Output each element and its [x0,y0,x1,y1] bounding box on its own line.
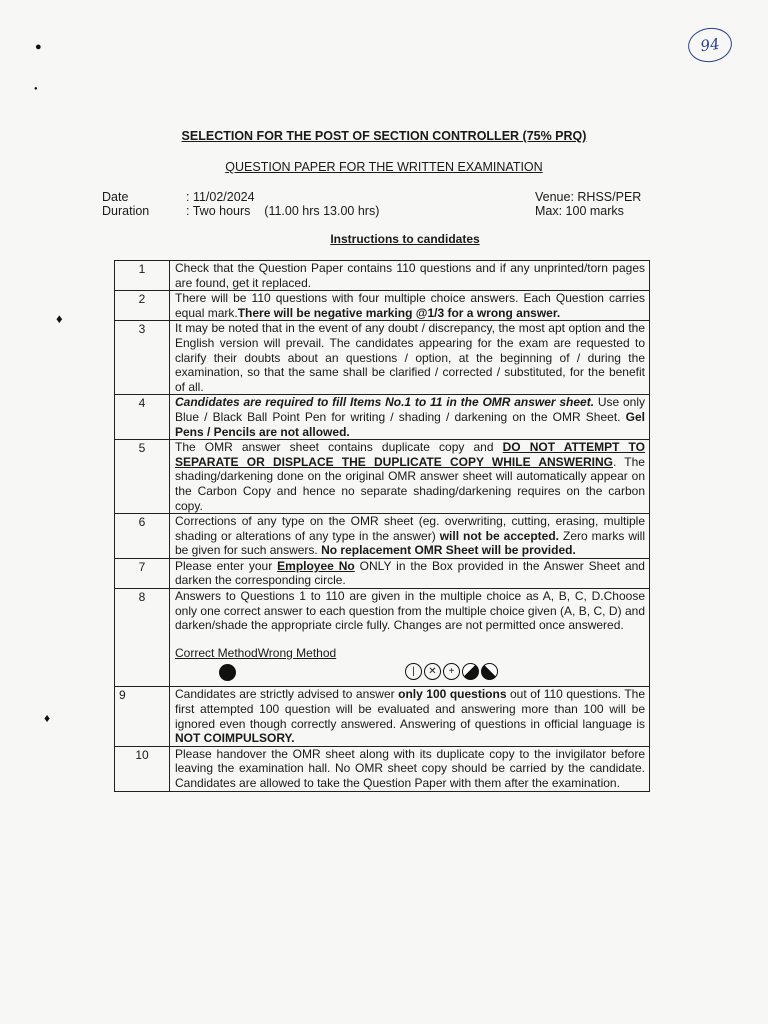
instruction-text: Candidates are strictly advised to answer only 100 questions out of 110 questions. The first attempted 100 question will be evaluated and answering more than 100 will be ignored even though correctly answered. Answering of questions in official language is NOT COIMPULSORY. [170,687,650,746]
margin-mark: ♦ [44,711,51,725]
margin-mark: ● [34,86,38,92]
instructions-heading: Instructions to candidates [330,232,480,246]
row-number: 3 [115,321,170,395]
table-row [115,514,650,559]
date-value: : 11/02/2024 [186,190,255,204]
table-row [115,589,650,687]
row-number: 8 [115,589,170,687]
table-row [115,261,650,291]
row-number: 7 [115,558,170,588]
table-row [115,746,650,791]
wrong-marking-examples [405,663,498,680]
half-filled-bubble-icon: | [405,663,422,680]
table-row [115,558,650,588]
duration-value: : Two hours (11.00 hrs 13.00 hrs) [186,204,380,218]
margin-mark: ● [35,41,42,53]
correct-filled-bubble-icon [219,664,236,681]
max-marks: Max: 100 marks [535,204,624,218]
instruction-text: Please handover the OMR sheet along with its duplicate copy to the invigilator before leaving the examination hall. No OMR sheet copy should be carried by the candidate. Candidates are allowed to take the Question Paper with them after the examination. [170,746,650,791]
row-number: 2 [115,291,170,321]
row-number: 5 [115,440,170,514]
tick-bubble-icon [481,663,498,680]
row-number: 6 [115,514,170,559]
crossed-bubble-icon: ✕ [424,663,441,680]
methods-label: Correct MethodWrong Method [175,645,337,660]
plus-bubble-icon: + [443,663,460,680]
instruction-text: Check that the Question Paper contains 110 questions and if any unprinted/torn pages are found, get it replaced. [170,261,650,291]
venue: Venue: RHSS/PER [535,190,642,204]
instruction-text: The OMR answer sheet contains duplicate copy and DO NOT ATTEMPT TO SEPARATE OR DISPLACE THE DUPLICATE COPY WHILE ANSWERING. The shading/darkening done on the original OMR answer sheet will automatically appear on the Carbon Copy and hence no separate shading/darkening requires on the carbon copy. [170,440,650,514]
instruction-text: Answers to Questions 1 to 110 are given in the multiple choice as A, B, C, D.Choose only one correct answer to each question from the multiple choice given (A, B, C, D) and darken/shade the appropriate circle fully. Changes are not permitted once answered. Correct MethodWrong Method | ✕ + [170,589,650,687]
row-number: 1 [115,261,170,291]
row-number: 9 [115,687,170,746]
margin-mark: ♦ [56,311,63,326]
instruction-text: Candidates are required to fill Items No.1 to 11 in the OMR answer sheet. Use only Blue / Black Ball Point Pen for writing / shading / darkening on the OMR Sheet. Gel Pens / Pencils are not allowed. [170,395,650,440]
page-number-annotation: 94 [686,25,734,65]
instruction-text: Please enter your Employee No ONLY in the Box provided in the Answer Sheet and darken the corresponding circle. [170,558,650,588]
row-number: 10 [115,746,170,791]
partial-shaded-bubble-icon [462,663,479,680]
row-number: 4 [115,395,170,440]
table-row [115,321,650,395]
instruction-text: It may be noted that in the event of any doubt / discrepancy, the most apt option and the English version will prevail. The candidates appearing for the exam are requested to clarify their doubts about an questions / option, at the beginning of / during the examination, so that the same shall be clarified / corrected / substituted, for the benefit of all. [170,321,650,395]
instructions-table [114,260,650,792]
duration-label: Duration [102,204,150,218]
date-label: Date [102,190,129,204]
instruction-text: Corrections of any type on the OMR sheet (eg. overwriting, cutting, erasing, multiple shading or alterations of any type in the answer) will not be accepted. Zero marks will be given for such answers. No replacement OMR Sheet will be provided. [170,514,650,559]
table-row [115,440,650,514]
table-row [115,291,650,321]
table-row [115,395,650,440]
document-subtitle: QUESTION PAPER FOR THE WRITTEN EXAMINATION [225,160,543,174]
instruction-text: There will be 110 questions with four multiple choice answers. Each Question carries equal mark.There will be negative marking @1/3 for a wrong answer. [170,291,650,321]
document-title: SELECTION FOR THE POST OF SECTION CONTROLLER (75% PRQ) [181,129,587,143]
table-row [115,687,650,746]
